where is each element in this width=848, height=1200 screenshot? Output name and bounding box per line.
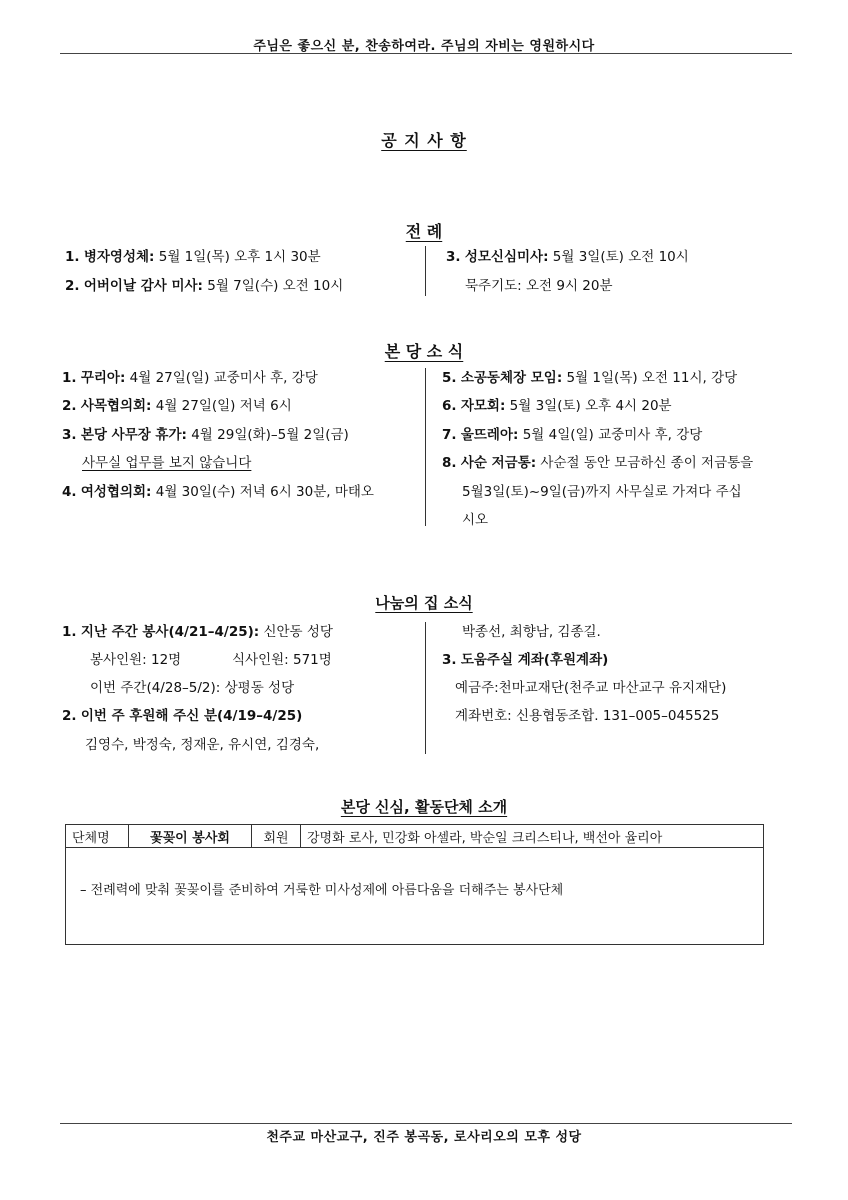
item-number: 3. [62,427,77,443]
item-label: 사목협의회: [80,398,152,414]
item-number: 2. [62,398,77,414]
header-motto: 주님은 좋으신 분, 찬송하여라. 주님의 자비는 영원하시다 [253,39,595,54]
liturgy-heading-text: 전 례 [405,222,443,241]
liturgy-item-3 [446,248,689,267]
item-label: 울뜨레아: [460,427,519,443]
liturgy-heading [0,219,848,242]
item-label: 도움주실 계좌(후원계좌) [460,652,609,668]
group-intro-heading [0,796,848,817]
piggy-bank-line-2: 5월3일(토)~9일(금)까지 사무실로 가져다 주십 [462,484,742,500]
group-name-label-cell: 단체명 [66,825,129,848]
item-number: 2. [65,278,80,294]
footer-rule [60,1123,792,1124]
parish-news-item-1 [62,369,318,388]
item-number: 6. [442,398,457,414]
parish-news-item-3 [62,426,349,445]
item-number: 1. [65,249,80,265]
item-label: 이번 주 후원해 주신 분(4/19–4/25) [80,708,303,724]
item-text: 4월 27일(일) 저녁 6시 [151,398,292,414]
sharing-house-item-2 [62,707,302,726]
this-week-parish: 이번 주간(4/28–5/2): 상평동 성당 [90,680,295,696]
item-number: 7. [442,427,457,443]
item-label: 자모회: [460,398,506,414]
sharing-house-column-divider [425,622,426,754]
parish-news-item-2 [62,397,292,416]
liturgy-item-2 [65,277,343,296]
group-intro-header-row [66,825,764,848]
parish-news-heading [0,339,848,362]
group-intro-heading-text: 본당 신심, 활동단체 소개 [340,798,508,816]
item-number: 3. [442,652,457,668]
sharing-house-item-1 [62,623,333,642]
parish-news-heading-text: 본 당 소 식 [384,342,464,361]
account-number: 계좌번호: 신용협동조합. 131–005–045525 [455,708,720,724]
item-label: 지난 주간 봉사(4/21–4/25): [80,624,260,640]
item-number: 5. [442,370,457,386]
group-name-cell: 꽃꽂이 봉사회 [129,825,252,848]
item-label: 본당 사무장 휴가: [80,427,187,443]
parish-news-item-6 [442,397,672,416]
item-text: 4월 29일(화)–5월 2일(금) [186,427,349,443]
donors-line-1: 김영수, 박정숙, 정재운, 유시연, 김경숙, [85,737,320,753]
page-title-text: 공 지 사 항 [381,131,467,150]
item-text: 5월 3일(토) 오후 4시 20분 [505,398,672,414]
item-label: 소공동체장 모임: [460,370,563,386]
item-text: 4월 27일(일) 교중미사 후, 강당 [125,370,318,386]
parish-news-item-5 [442,369,737,388]
header-rule [60,53,792,54]
item-text: 묵주기도: 오전 9시 20분 [465,278,613,294]
parish-news-item-8 [442,454,753,473]
item-label: 병자영성체: [83,249,155,265]
item-label: 꾸리아: [80,370,126,386]
item-text: 5월 3일(토) 오전 10시 [548,249,689,265]
item-text: 신안동 성당 [259,624,333,640]
parish-news-column-divider [425,368,426,526]
item-text: 5월 1일(목) 오후 1시 30분 [154,249,321,265]
sharing-house-heading-text: 나눔의 집 소식 [375,594,473,612]
group-description-cell: – 전례력에 맞춰 꽃꽂이를 준비하여 거룩한 미사성제에 아름다움을 더해주는 봉사단체 [66,848,764,945]
item-label: 어버이날 감사 미사: [83,278,203,294]
parish-news-item-4 [62,483,374,502]
sharing-house-heading [0,592,848,613]
account-holder: 예금주:천마교재단(천주교 마산교구 유지재단) [455,680,727,696]
item-label: 사순 저금통: [460,455,537,471]
meal-count: 식사인원: 571명 [232,652,332,668]
donors-line-2: 박종선, 최향남, 김종길. [462,624,601,640]
item-text: 사순절 동안 모금하신 종이 저금통을 [536,455,754,471]
item-number: 8. [442,455,457,471]
item-number: 4. [62,484,77,500]
item-number: 3. [446,249,461,265]
members-label-cell: 회원 [252,825,301,848]
item-text: 4월 30일(수) 저녁 6시 30분, 마태오 [151,484,374,500]
item-label: 여성협의회: [80,484,152,500]
office-closed-notice: 사무실 업무를 보지 않습니다 [82,455,252,471]
liturgy-column-divider [425,246,426,296]
group-intro-table [65,824,764,945]
footer-text: 천주교 마산교구, 진주 봉곡동, 로사리오의 모후 성당 [266,1130,582,1145]
piggy-bank-line-3: 시오 [462,512,489,528]
liturgy-item-1 [65,248,321,267]
group-intro-description-row [66,848,764,945]
page-title [0,128,848,151]
item-text: 5월 4일(일) 교중미사 후, 강당 [518,427,703,443]
item-number: 2. [62,708,77,724]
item-text: 5월 1일(목) 오전 11시, 강당 [562,370,738,386]
sharing-house-item-3 [442,651,608,670]
item-number: 1. [62,624,77,640]
members-cell: 강명화 로사, 민강화 아셀라, 박순일 크리스티나, 백선아 율리아 [301,825,764,848]
volunteer-count: 봉사인원: 12명 [90,652,182,668]
parish-news-item-7 [442,426,702,445]
item-number: 1. [62,370,77,386]
liturgy-rosary-line [465,277,613,296]
item-label: 성모신심미사: [464,249,549,265]
item-text: 5월 7일(수) 오전 10시 [202,278,344,294]
